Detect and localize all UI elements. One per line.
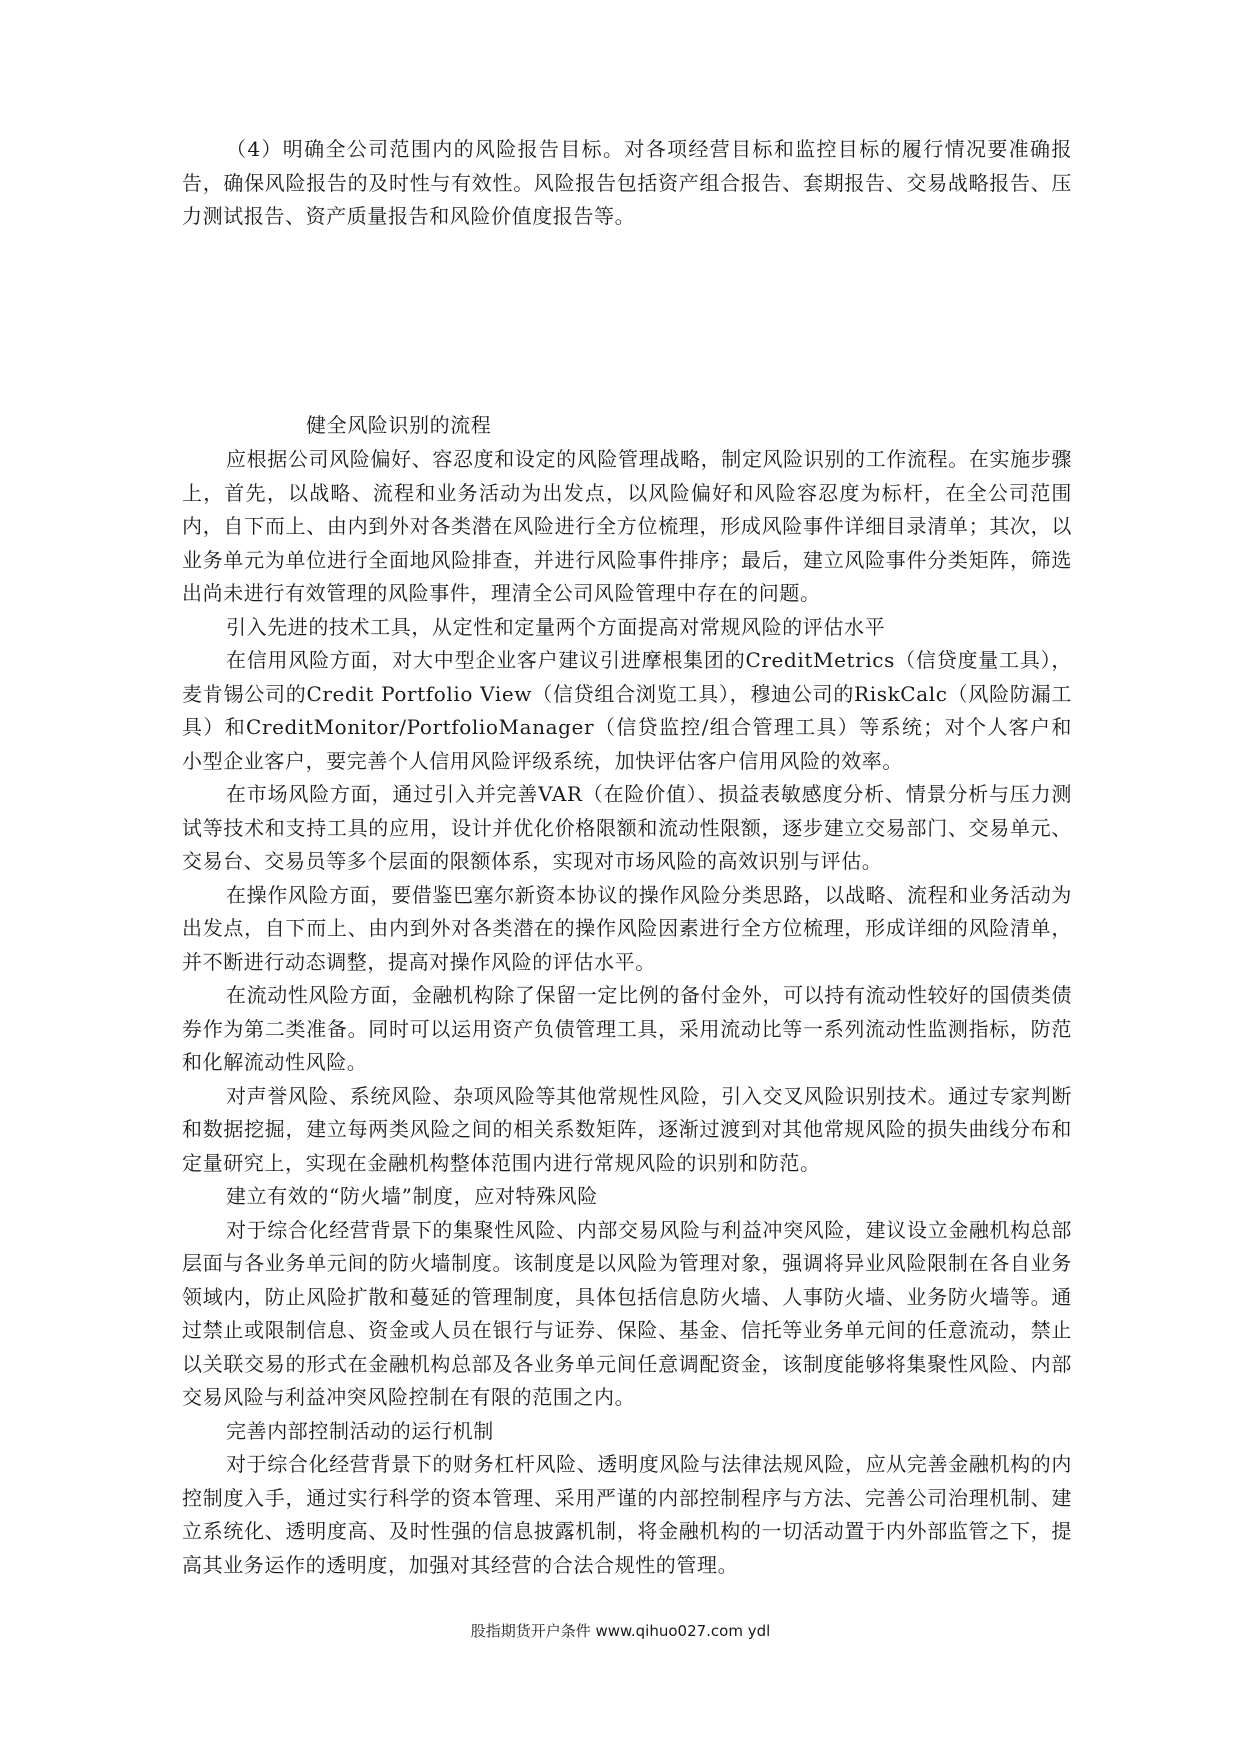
paragraph: 在流动性风险方面，金融机构除了保留一定比例的备付金外，可以持有流动性较好的国债类债券作为第二类准备。同时可以运用资产负债管理工具，采用流动比等一系列流动性监测指标，防范和化解流动性风险。	[182, 983, 1072, 1074]
paragraph: 在市场风险方面，通过引入并完善VAR（在险价值）、损益表敏感度分析、情景分析与压力测试等技术和支持工具的应用，设计并优化价格限额和流动性限额，逐步建立交易部门、交易单元、交易台、交易员等多个层面的限额体系，实现对市场风险的高效识别与评估。	[182, 782, 1072, 873]
intro-paragraph: （4）明确全公司范围内的风险报告目标。对各项经营目标和监控目标的履行情况要准确报告，确保风险报告的及时性与有效性。风险报告包括资产组合报告、套期报告、交易战略报告、压力测试报告、资产质量报告和风险价值度报告等。	[182, 137, 1072, 228]
subheading: 完善内部控制活动的运行机制	[226, 1418, 494, 1443]
paragraph: 在操作风险方面，要借鉴巴塞尔新资本协议的操作风险分类思路，以战略、流程和业务活动为出发点，自下而上、由内到外对各类潜在的操作风险因素进行全方位梳理，形成详细的风险清单，并不断进行动态调整，提高对操作风险的评估水平。	[182, 882, 1072, 974]
subheading: 建立有效的“防火墙”制度，应对特殊风险	[226, 1184, 598, 1208]
page-footer: 股指期货开户条件 www.qihuo027.com ydl	[470, 1622, 771, 1640]
section-heading: 健全风险识别的流程	[306, 413, 492, 437]
paragraph: 在信用风险方面，对大中型企业客户建议引进摩根集团的CreditMetrics（信贷度量工具），麦肯锡公司的Credit Portfolio View（信贷组合浏览工具），穆迪公司的RiskCalc（风险防漏工具）和CreditMonitor/PortfolioManager（信贷监控/组合管理工具）等系统；对个人客户和小型企业客户，要完善个人信用风险评级系统，加快评估客户信用风险的效率。	[182, 648, 1072, 773]
paragraph: 对于综合化经营背景下的集聚性风险、内部交易风险与利益冲突风险，建议设立金融机构总部层面与各业务单元间的防火墙制度。该制度是以风险为管理对象，强调将异业风险限制在各自业务领域内，防止风险扩散和蔓延的管理制度，具体包括信息防火墙、人事防火墙、业务防火墙等。通过禁止或限制信息、资金或人员在银行与证券、保险、基金、信托等业务单元间的任意流动，禁止以关联交易的形式在金融机构总部及各业务单元间任意调配资金，该制度能够将集聚性风险、内部交易风险与利益冲突风险控制在有限的范围之内。	[182, 1217, 1072, 1409]
subheading: 引入先进的技术工具，从定性和定量两个方面提高对常规风险的评估水平	[226, 614, 886, 639]
paragraph: 对声誉风险、系统风险、杂项风险等其他常规性风险，引入交叉风险识别技术。通过专家判断和数据挖掘，建立每两类风险之间的相关系数矩阵，逐渐过渡到对其他常规风险的损失曲线分布和定量研究上，实现在金融机构整体范围内进行常规风险的识别和防范。	[182, 1083, 1072, 1175]
paragraph: 应根据公司风险偏好、容忍度和设定的风险管理战略，制定风险识别的工作流程。在实施步骤上，首先，以战略、流程和业务活动为出发点，以风险偏好和风险容忍度为标杆，在全公司范围内，自下而上、由内到外对各类潜在风险进行全方位梳理，形成风险事件详细目录清单；其次，以业务单元为单位进行全面地风险排查，并进行风险事件排序；最后，建立风险事件分类矩阵，筛选出尚未进行有效管理的风险事件，理清全公司风险管理中存在的问题。	[182, 447, 1072, 605]
body-section	[182, 443, 1072, 1582]
paragraph: 对于综合化经营背景下的财务杠杆风险、透明度风险与法律法规风险，应从完善金融机构的内控制度入手，通过实行科学的资本管理、采用严谨的内部控制程序与方法、完善公司治理机制、建立系统化、透明度高、及时性强的信息披露机制，将金融机构的一切活动置于内外部监管之下，提高其业务运作的透明度，加强对其经营的合法合规性的管理。	[182, 1452, 1072, 1577]
intro-section	[182, 133, 1072, 234]
